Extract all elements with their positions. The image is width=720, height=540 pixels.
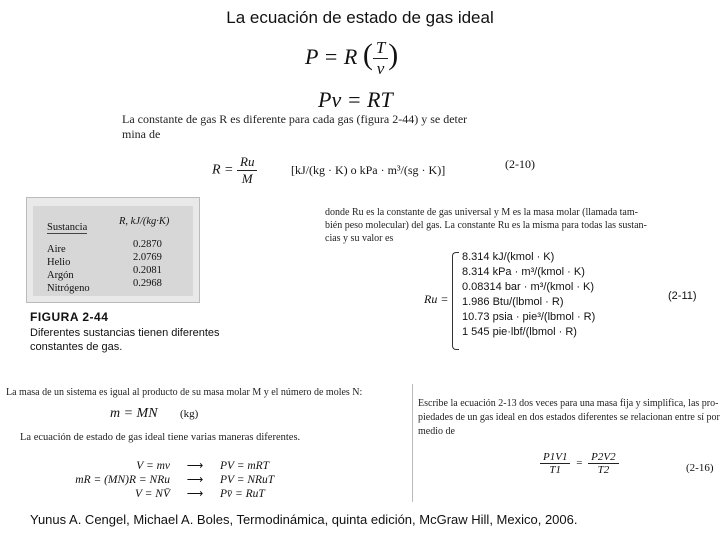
caption-line: constantes de gas.	[30, 341, 123, 353]
table-cell-substance: Argón	[47, 270, 74, 281]
table-cell-value: 0.2081	[133, 265, 162, 276]
equation-numerator: P2V2	[588, 451, 618, 464]
equation-p-rtv: P = R ( $\frac{T}{v}$ )	[305, 38, 399, 79]
arrow-icon: ⟶	[186, 474, 204, 486]
ru-value: 8.314 kJ/(kmol · K)	[462, 251, 555, 263]
form-right: PV = NRuT	[220, 474, 275, 486]
table-cell-value: 0.2968	[133, 278, 162, 289]
form-right: PV = mRT	[220, 460, 270, 472]
table-header-substance: Sustancia	[47, 222, 88, 233]
forms-paragraph: La ecuación de estado de gas ideal tiene varias maneras diferentes.	[20, 432, 301, 443]
ru-value: 0.08314 bar · m³/(kmol · K)	[462, 281, 595, 293]
paragraph-line: mina de	[122, 127, 161, 141]
form-left: V = mv	[136, 460, 170, 472]
equation-two-states: $\frac{P1V1}{T1}$ = $\frac{P2V2}{T2}$	[540, 451, 619, 476]
equation-number: (2-10)	[505, 157, 535, 171]
mass-paragraph: La masa de un sistema es igual al producto de su masa molar M y el número de moles N:	[6, 387, 363, 398]
equation-denominator: T1	[549, 464, 562, 476]
form-left: V = NV̄	[134, 488, 170, 500]
figure-box	[26, 197, 200, 303]
equation-numerator: Ru	[237, 154, 257, 171]
ru-value: 10.73 psia · pie³/(lbmol · R)	[462, 311, 596, 323]
arrow-icon: ⟶	[186, 460, 204, 472]
ru-value: 1.986 Btu/(lbmol · R)	[462, 296, 564, 308]
table-cell-substance: Helio	[47, 257, 71, 268]
twostate-scan-border	[412, 384, 413, 502]
table-value-column	[133, 239, 162, 291]
equation-denominator: M	[241, 171, 253, 186]
table-cell-value: 2.0769	[133, 252, 162, 263]
paragraph-line: La constante de gas R es diferente para cada gas (figura 2-44) y se deter	[122, 112, 468, 126]
table-cell-value: 0.2870	[133, 239, 162, 250]
paragraph-line: Escribe la ecuación 2-13 dos veces para una masa fija y simplifica, las pro-	[418, 398, 719, 409]
caption-line: Diferentes sustancias tienen diferentes	[30, 327, 220, 339]
equation-denominator: T2	[597, 464, 610, 476]
gas-constant-paragraph	[122, 112, 532, 142]
table-cell-substance: Nitrógeno	[47, 283, 90, 294]
equation-lhs: R =	[212, 162, 234, 178]
equation-lhs: P = R	[305, 44, 358, 69]
paragraph-line: cias y su valor es	[325, 233, 394, 244]
form-row	[40, 459, 330, 473]
form-row	[40, 473, 330, 487]
figure-table	[33, 206, 193, 296]
forms-equations	[40, 459, 330, 501]
table-substance-column	[47, 244, 90, 296]
equation-denominator: v	[376, 59, 385, 79]
equation-numerator: P1V1	[540, 451, 570, 464]
form-right: Pv̄ = RuT	[220, 488, 265, 500]
equation-r-ru-m	[212, 154, 445, 187]
paragraph-line: piedades de un gas ideal en dos estados diferentes se relacionan entre sí por	[418, 412, 720, 423]
equation-unit: (kg)	[180, 408, 199, 420]
table-header-r: R, kJ/(kg·K)	[119, 216, 170, 227]
units-text: [kJ/(kg · K) o kPa · m³/(sg · K)]	[290, 162, 446, 177]
universal-constant-paragraph	[325, 206, 700, 245]
paragraph-line: donde Ru es la constante de gas universal y M es la masa molar (llamada tam-	[325, 207, 638, 218]
two-states-paragraph	[418, 397, 720, 439]
equation-numerator: T	[373, 38, 388, 59]
arrow-icon: ⟶	[186, 488, 204, 500]
ru-brace	[452, 252, 459, 350]
citation-footer: Yunus A. Cengel, Michael A. Boles, Termodinámica, quinta edición, McGraw Hill, Mexico, 2006.	[30, 512, 578, 527]
figure-label: FIGURA 2-44	[30, 310, 109, 324]
ru-value: 8.314 kPa · m³/(kmol · K)	[462, 266, 585, 278]
equation-number: (2-16)	[686, 462, 714, 474]
ru-lhs: Ru =	[424, 292, 449, 306]
form-left: mR = (MN)R = NRu	[75, 474, 170, 486]
slide-title: La ecuación de estado de gas ideal	[226, 8, 494, 27]
ru-value: 1 545 pie·lbf/(lbmol · R)	[462, 326, 577, 338]
ru-values-list	[462, 250, 595, 340]
paragraph-line: medio de	[418, 426, 455, 437]
table-cell-substance: Aire	[47, 244, 66, 255]
equation-m-mn: m = MN	[110, 406, 158, 421]
paragraph-line: bién peso molecular) del gas. La constante Ru es la misma para todas las sustan-	[325, 220, 647, 231]
figure-caption	[30, 326, 230, 354]
equation-number: (2-11)	[668, 290, 697, 302]
equation-pv-rt: Pv = RT	[318, 87, 393, 112]
form-row	[40, 487, 330, 501]
